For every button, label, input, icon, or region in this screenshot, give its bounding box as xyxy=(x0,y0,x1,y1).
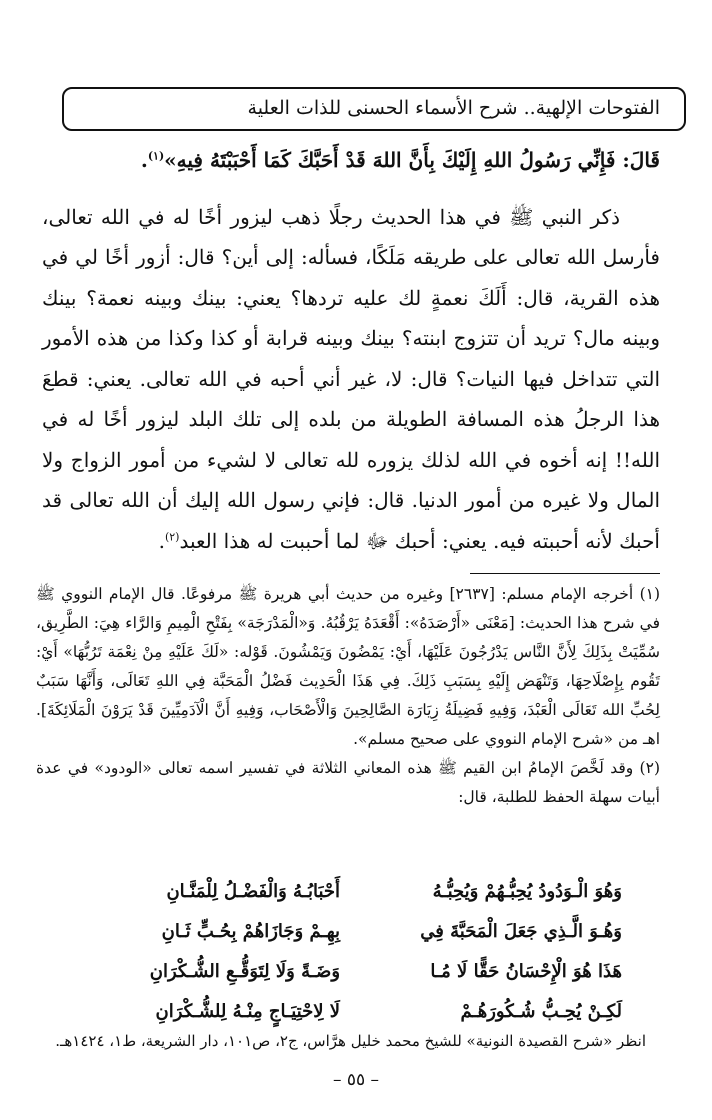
verse-second-half: لَا لِاحْتِيَـاجٍ مِنْـهُ لِلشُّـكْرَانِ xyxy=(155,1001,341,1022)
poem-verse xyxy=(90,912,622,952)
poem xyxy=(90,872,622,1032)
verse-first-half: هَذَا هُوَ الْإِحْسَانُ حَقًّا لَا مُـا xyxy=(430,961,622,982)
verse-second-half: وَضَـةً وَلَا لِتَوَقُّـعِ الشُّـكْرَانِ xyxy=(149,961,341,982)
footnote-ref-2: (٢) xyxy=(164,529,180,543)
hadith-quote: قَالَ: فَإِنِّي رَسُولُ اللهِ إِلَيْكَ بِأَنَّ اللهَ قَدْ أَحَبَّكَ كَمَا أَحْبَبْتَهُ فِيهِ»$^{(١)}$. xyxy=(140,148,660,172)
footnote-2: (٢) وقد لَخَّصَ الإمامُ ابن القيم ﷺ هذه المعاني الثلاثة في تفسير اسمه تعالى «الودود» في عدة أبيات سهلة الحفظ للطلبة، قال: xyxy=(36,759,660,806)
verse-first-half: لَكِـنْ يُحِـبُّ شُـكُورَهُـمْ xyxy=(460,1001,622,1022)
poem-verse xyxy=(90,952,622,992)
commentary-paragraph: ذكر النبي ﷺ في هذا الحديث رجلًا ذهب ليزور أخًا له في الله تعالى، فأرسل الله تعالى على طريقه مَلَكًا، فسأله: إلى أين؟ قال: أزور أخًا لي في هذه القرية، قال: أَلَكَ نعمةٍ لك عليه تردها؟ يعني: بينك وبينه نعمة؟ بينك وبينه مال؟ تريد أن تتزوج ابنته؟ بينك وبينه قرابة أو كذا وكذا من هذه الأمور التي تتداخل فيها النيات؟ قال: لا، غير أني أحبه في الله تعالى. يعني: قطعَ هذا الرجلُ هذه المسافة الطويلة من بلده إلى تلك البلد ليزور أخًا له في الله!! إنه أخوه في الله لذلك يزوره لله تعالى لا لشيء من أمور الزواج ولا المال ولا غيره من أمور الدنيا. قال: فإني رسول الله إليك أن الله تعالى قد أحبك لأنه أحببته فيه. يعني: أحبك ﷻ لما أحببت له هذا العبد$^{(٢)}$. xyxy=(42,204,660,553)
header-title: الفتوحات الإلهية.. شرح الأسماء الحسنى للذات العلية xyxy=(247,97,660,119)
verse-first-half: وَهُـوَ الَّـذِي جَعَلَ الْمَحَبَّةَ فِي xyxy=(420,921,622,942)
page-number: – ٥٥ – xyxy=(332,1070,380,1090)
hadith-quote-text: قَالَ: فَإِنِّي رَسُولُ اللهِ إِلَيْكَ بِأَنَّ اللهَ قَدْ أَحَبَّكَ كَمَا أَحْبَبْتَهُ فِيهِ» xyxy=(164,148,660,172)
source-citation: انظر «شرح القصيدة النونية» للشيخ محمد خليل هرَّاس، ج٢، ص١٠١، دار الشريعة، ط١، ١٤٢٤هـ. xyxy=(55,1032,646,1050)
verse-second-half: أَحْبَابُـهُ وَالْفَضْـلُ لِلْمَنَّـانِ xyxy=(166,881,341,902)
footnote-separator xyxy=(470,573,660,574)
poem-verse xyxy=(90,872,622,912)
footnotes xyxy=(36,580,660,812)
verse-first-half: وَهُوَ الْـوَدُودُ يُحِبُّـهُمْ وَيُحِبُّـهُ xyxy=(432,881,622,902)
commentary-text: ذكر النبي ﷺ في هذا الحديث رجلًا ذهب ليزور أخًا له في الله تعالى، فأرسل الله تعالى على طريقه مَلَكًا، فسأله: إلى أين؟ قال: أزور أخًا لي في هذه القرية، قال: أَلَكَ نعمةٍ لك عليه تردها؟ يعني: بينك وبينه نعمة؟ بينك وبينه مال؟ تريد أن تتزوج ابنته؟ بينك وبينه قرابة أو كذا وكذا من هذه الأمور التي تتداخل فيها النيات؟ قال: لا، غير أني أحبه في الله تعالى. يعني: قطعَ هذا الرجلُ هذه المسافة الطويلة من بلده إلى تلك البلد ليزور أخًا له في الله!! إنه أخوه في الله لذلك يزوره لله تعالى لا لشيء من أمور الزواج ولا المال ولا غيره من أمور الدنيا. قال: فإني رسول الله إليك أن الله تعالى قد أحبك لأنه أحببته فيه. يعني: أحبك ﷻ لما أحببت له هذا العبد xyxy=(42,204,660,553)
poem-verse xyxy=(90,992,622,1032)
main-text xyxy=(42,140,660,561)
footnote-1: (١) أخرجه الإمام مسلم: [٢٦٣٧] وغيره من حديث أبي هريرة ﷺ مرفوعًا. قال الإمام النووي ﷺ في شرح هذا الحديث: [مَعْنَى «أَرْصَدَهُ»: أَقْعَدَهُ يَرْقُبُهُ. وَ«الْمَدْرَجَة» بِفَتْحِ الْمِيمِ وَالرَّاء هِيَ: الطَّرِيق، سُمِّيَتْ بِذَلِكَ لِأَنَّ النَّاس يَدْرُجُونَ عَلَيْهَا، أَيْ: يَمْضُونَ وَيَمْشُونَ. قَوْله: «لَكَ عَلَيْهِ مِنْ نِعْمَة تَرُبُّهَا» أَيْ: تَقُوم بِإِصْلَاحِهَا، وَتَنْهَض إِلَيْهِ بِسَبَبِ ذَلِكَ. فِي هَذَا الْحَدِيث فَضْلُ الْمَحَبَّة فِي اللهِ تَعَالَى، وَأَنَّهَا سَبَبٌ لِحُبِّ الله تَعَالَى الْعَبْدَ، وَفِيهِ فَضِيلَةُ زِيَارَة الصَّالِحِينَ وَالْأَصْحَاب، وَفِيهِ أَنَّ الْآدَمِيِّينَ قَدْ يَرَوْنَ الْمَلَائِكَةَ]. اهـ من «شرح الإمام النووي على صحيح مسلم». xyxy=(36,585,661,748)
footnote-ref-1: (١) xyxy=(147,149,165,163)
running-header xyxy=(62,87,686,131)
verse-second-half: بِهِـمْ وَجَازَاهُمْ بِحُـبٍّ ثَـانِ xyxy=(161,921,341,942)
